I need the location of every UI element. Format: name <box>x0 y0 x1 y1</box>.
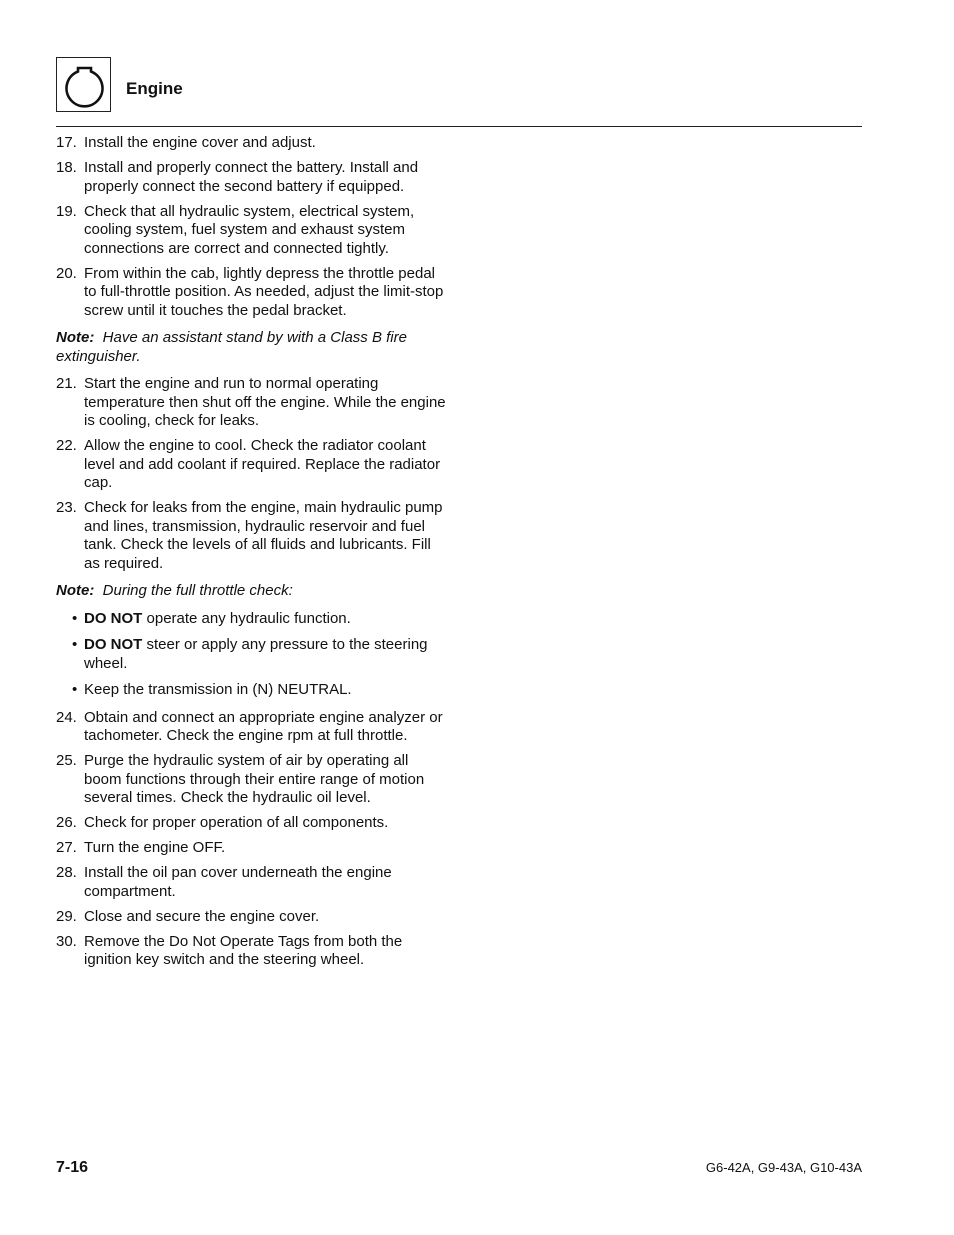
step-number: 27. <box>56 839 77 856</box>
step-26 <box>56 814 448 833</box>
note-full-throttle <box>56 582 448 601</box>
step-19 <box>56 203 448 259</box>
step-number: 21. <box>56 375 77 392</box>
note-fire-extinguisher <box>56 329 448 366</box>
step-text: Allow the engine to cool. Check the radiator coolant level and add coolant if required. Replace the radiator cap. <box>84 437 441 491</box>
step-number: 25. <box>56 752 77 769</box>
step-number: 20. <box>56 264 77 282</box>
engine-icon <box>57 58 112 113</box>
step-number: 26. <box>56 814 77 831</box>
bullet-text: steer or apply any pressure to the steering wheel. <box>84 636 428 672</box>
bullet-item <box>72 681 448 700</box>
step-21 <box>56 375 448 431</box>
bullet-dot: • <box>72 681 78 698</box>
step-number: 24. <box>56 708 77 726</box>
step-number: 18. <box>56 159 77 176</box>
bullet-dot: • <box>72 609 78 627</box>
page-number: 7-16 <box>56 1159 89 1176</box>
section-title: Engine <box>126 79 183 98</box>
step-text: Start the engine and run to normal operating temperature then shut off the engine. While the engine is cooling, check for leaks. <box>84 375 446 429</box>
step-text: Check that all hydraulic system, electrical system, cooling system, fuel system and exhaust system connections are correct and connected tightly. <box>84 202 415 257</box>
step-27 <box>56 839 448 858</box>
bullet-item <box>72 636 448 673</box>
step-text: Install the engine cover and adjust. <box>84 134 316 151</box>
step-30 <box>56 933 448 970</box>
step-18 <box>56 159 448 196</box>
step-number: 23. <box>56 499 77 516</box>
step-number: 30. <box>56 932 77 950</box>
model-numbers: G6-42A, G9-43A, G10-43A <box>705 1160 862 1175</box>
note-text: During the full throttle check: <box>102 582 293 599</box>
step-text: Close and secure the engine cover. <box>84 907 320 925</box>
step-number: 29. <box>56 907 77 925</box>
step-text: Install the oil pan cover underneath the engine compartment. <box>84 864 392 900</box>
step-text: Turn the engine OFF. <box>84 839 226 856</box>
section-icon-box <box>56 57 111 112</box>
step-text: Check for leaks from the engine, main hydraulic pump and lines, transmission, hydraulic reservoir and fuel tank. Check the levels of all fluids and lubricants. Fill as required. <box>84 499 443 572</box>
step-text: Install and properly connect the battery. Install and properly connect the second battery if equipped. <box>84 159 419 195</box>
note-text: Have an assistant stand by with a Class B fire extinguisher. <box>56 329 407 365</box>
step-25 <box>56 752 448 808</box>
bullet-item <box>72 610 448 629</box>
step-text: Remove the Do Not Operate Tags from both the ignition key switch and the steering wheel. <box>84 932 403 968</box>
step-28 <box>56 864 448 901</box>
bullet-text: operate any hydraulic function. <box>142 609 351 627</box>
step-text: Purge the hydraulic system of air by operating all boom functions through their entire range of motion several times. Check the hydraulic oil level. <box>84 752 425 806</box>
step-text: Obtain and connect an appropriate engine analyzer or tachometer. Check the engine rpm at full throttle. <box>84 708 443 744</box>
procedure-content <box>56 134 448 976</box>
step-text: Check for proper operation of all components. <box>84 814 389 831</box>
step-number: 19. <box>56 202 77 220</box>
step-text: From within the cab, lightly depress the throttle pedal to full-throttle position. As needed, adjust the limit-stop screw until it touches the pedal bracket. <box>84 264 444 319</box>
step-17 <box>56 134 448 153</box>
note-label: Note: <box>56 582 95 599</box>
step-number: 22. <box>56 437 77 454</box>
bullet-text: Keep the transmission in (N) NEUTRAL. <box>84 681 352 698</box>
step-20 <box>56 265 448 321</box>
header-divider <box>56 126 862 127</box>
bullet-bold: DO NOT <box>84 609 143 627</box>
note-label: Note: <box>56 329 95 346</box>
bullet-dot: • <box>72 636 78 653</box>
bullet-bold: DO NOT <box>84 636 143 653</box>
step-22 <box>56 437 448 493</box>
step-23 <box>56 499 448 573</box>
step-number: 28. <box>56 864 77 881</box>
step-29 <box>56 908 448 927</box>
step-24 <box>56 709 448 746</box>
step-number: 17. <box>56 134 77 151</box>
